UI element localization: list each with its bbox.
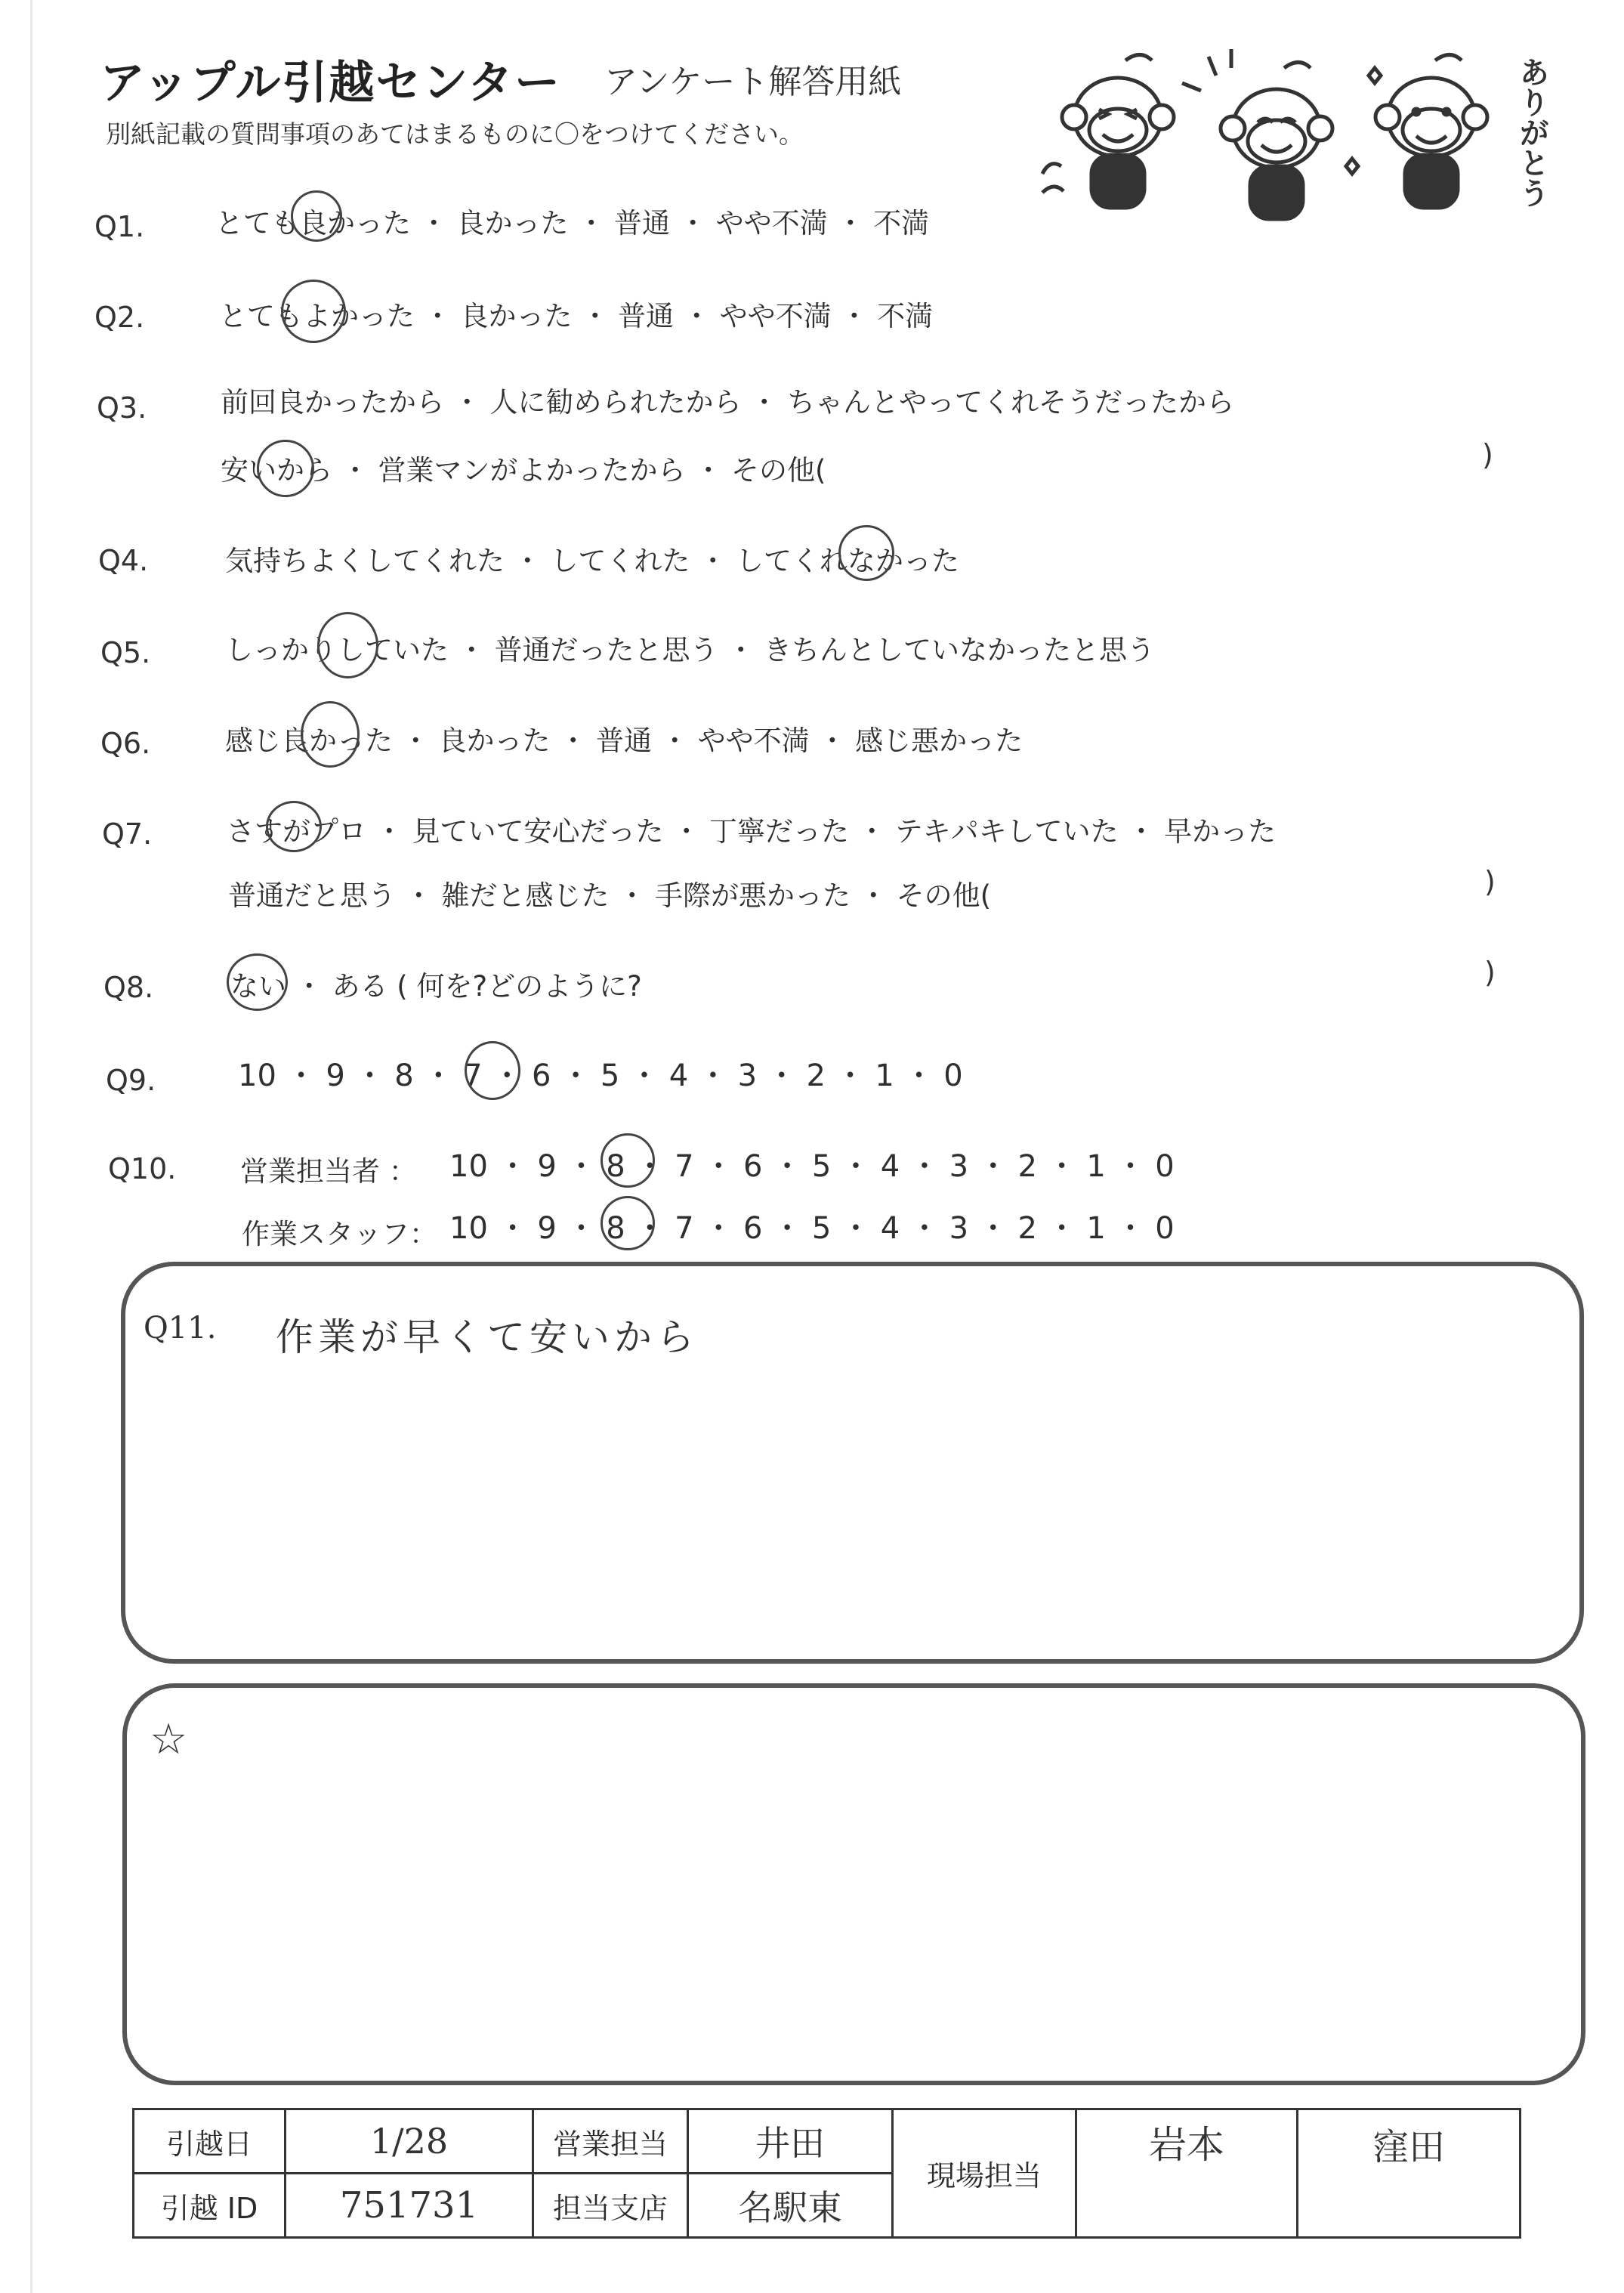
move-id-label: 引越 ID	[134, 2174, 286, 2238]
mascot-monkey-1-icon	[1042, 55, 1174, 209]
q2-selected-circle	[281, 280, 346, 343]
branch-value: 名駅東	[688, 2174, 893, 2238]
site-staff-label: 現場担当	[893, 2109, 1076, 2238]
q7-options-line1: さすがプロ ・ 見ていて安心だった ・ 丁寧だった ・ テキパキしていた ・ 早かった	[227, 815, 1277, 848]
company-title: アップル引越センター	[100, 57, 561, 110]
q8-options: ない ・ ある ( 何を?どのように?	[230, 970, 642, 1003]
q6-number: Q6.	[100, 727, 151, 760]
q5-number: Q5.	[100, 636, 151, 669]
q10-staff-label: 作業スタッフ：	[242, 1218, 437, 1250]
q6-options: 感じ良かった ・ 良かった ・ 普通 ・ やや不満 ・ 感じ悪かった	[225, 725, 1023, 757]
mascot-illustration	[1027, 45, 1548, 242]
q9-scale: 10 ・ 9 ・ 8 ・ 7 ・ 6 ・ 5 ・ 4 ・ 3 ・ 2 ・ 1 ・ 0	[238, 1058, 963, 1093]
q4-options: 気持ちよくしてくれた ・ してくれた ・ してくれなかった	[225, 545, 960, 577]
q6-selected-circle	[301, 701, 360, 768]
form-subtitle: アンケート解答用紙	[604, 63, 902, 101]
q2-options: とてもよかった ・ 良かった ・ 普通 ・ やや不満 ・ 不満	[219, 300, 934, 332]
q1-options: とても良かった ・ 良かった ・ 普通 ・ やや不満 ・ 不満	[215, 207, 930, 239]
q1-selected-circle	[291, 190, 342, 242]
site-staff-2: 窪田	[1298, 2109, 1521, 2238]
q8-selected-circle	[227, 953, 288, 1011]
instruction-text: 別紙記載の質問事項のあてはまるものに〇をつけてください。	[106, 119, 804, 149]
move-id-value: 751731	[286, 2174, 533, 2238]
q9-number: Q9.	[106, 1064, 156, 1097]
sales-staff-value: 井田	[688, 2109, 893, 2174]
sales-staff-label: 営業担当	[533, 2109, 688, 2174]
move-date-label: 引越日	[134, 2109, 286, 2174]
q10-staff-scale: 10 ・ 9 ・ 8 ・ 7 ・ 6 ・ 5 ・ 4 ・ 3 ・ 2 ・ 1 ・ 0	[449, 1211, 1175, 1246]
q5-options: しっかりしていた ・ 普通だったと思う ・ きちんとしていなかったと思う	[225, 634, 1156, 666]
q4-number: Q4.	[98, 544, 149, 577]
q10-sales-label: 営業担当者 ：	[240, 1155, 417, 1188]
q10-staff-selected-circle	[601, 1196, 655, 1250]
q9-selected-circle	[465, 1041, 520, 1100]
q7-close-paren: )	[1484, 865, 1496, 898]
q3-close-paren: )	[1482, 438, 1493, 471]
q8-close-paren: )	[1484, 956, 1496, 989]
q3-options-line1: 前回良かったから ・ 人に勧められたから ・ ちゃんとやってくれそうだったから	[221, 386, 1235, 419]
q3-selected-circle	[257, 440, 314, 497]
thanks-text: ありがとう	[1514, 57, 1549, 208]
q1-number: Q1.	[94, 210, 145, 243]
q7-options-line2: 普通だと思う ・ 雑だと感じた ・ 手際が悪かった ・ その他(	[228, 879, 992, 912]
q10-sales-scale: 10 ・ 9 ・ 8 ・ 7 ・ 6 ・ 5 ・ 4 ・ 3 ・ 2 ・ 1 ・ 0	[449, 1149, 1175, 1184]
q2-number: Q2.	[94, 301, 145, 334]
q11-number: Q11.	[144, 1311, 217, 1346]
q3-number: Q3.	[97, 391, 147, 425]
q3-options-line2: 安いから ・ 営業マンがよかったから ・ その他(	[221, 454, 826, 487]
mascot-monkey-2-icon	[1182, 49, 1332, 219]
q4-selected-circle	[838, 525, 894, 581]
move-info-table	[132, 2108, 1521, 2239]
q7-selected-circle	[266, 801, 322, 852]
mascot-monkey-3-icon	[1346, 55, 1487, 209]
free-comment-box	[122, 1683, 1585, 2085]
q10-sales-selected-circle	[601, 1133, 655, 1188]
site-staff-1: 岩本	[1076, 2109, 1298, 2238]
move-date-value: 1/28	[286, 2109, 533, 2174]
q5-selected-circle	[317, 612, 378, 678]
scan-edge	[30, 0, 32, 2293]
q11-answer: 作業が早くて安いから	[276, 1315, 699, 1359]
star-mark: ☆	[150, 1715, 188, 1764]
q7-number: Q7.	[102, 817, 153, 851]
q10-number: Q10.	[108, 1152, 177, 1185]
q8-number: Q8.	[103, 971, 154, 1004]
branch-label: 担当支店	[533, 2174, 688, 2238]
